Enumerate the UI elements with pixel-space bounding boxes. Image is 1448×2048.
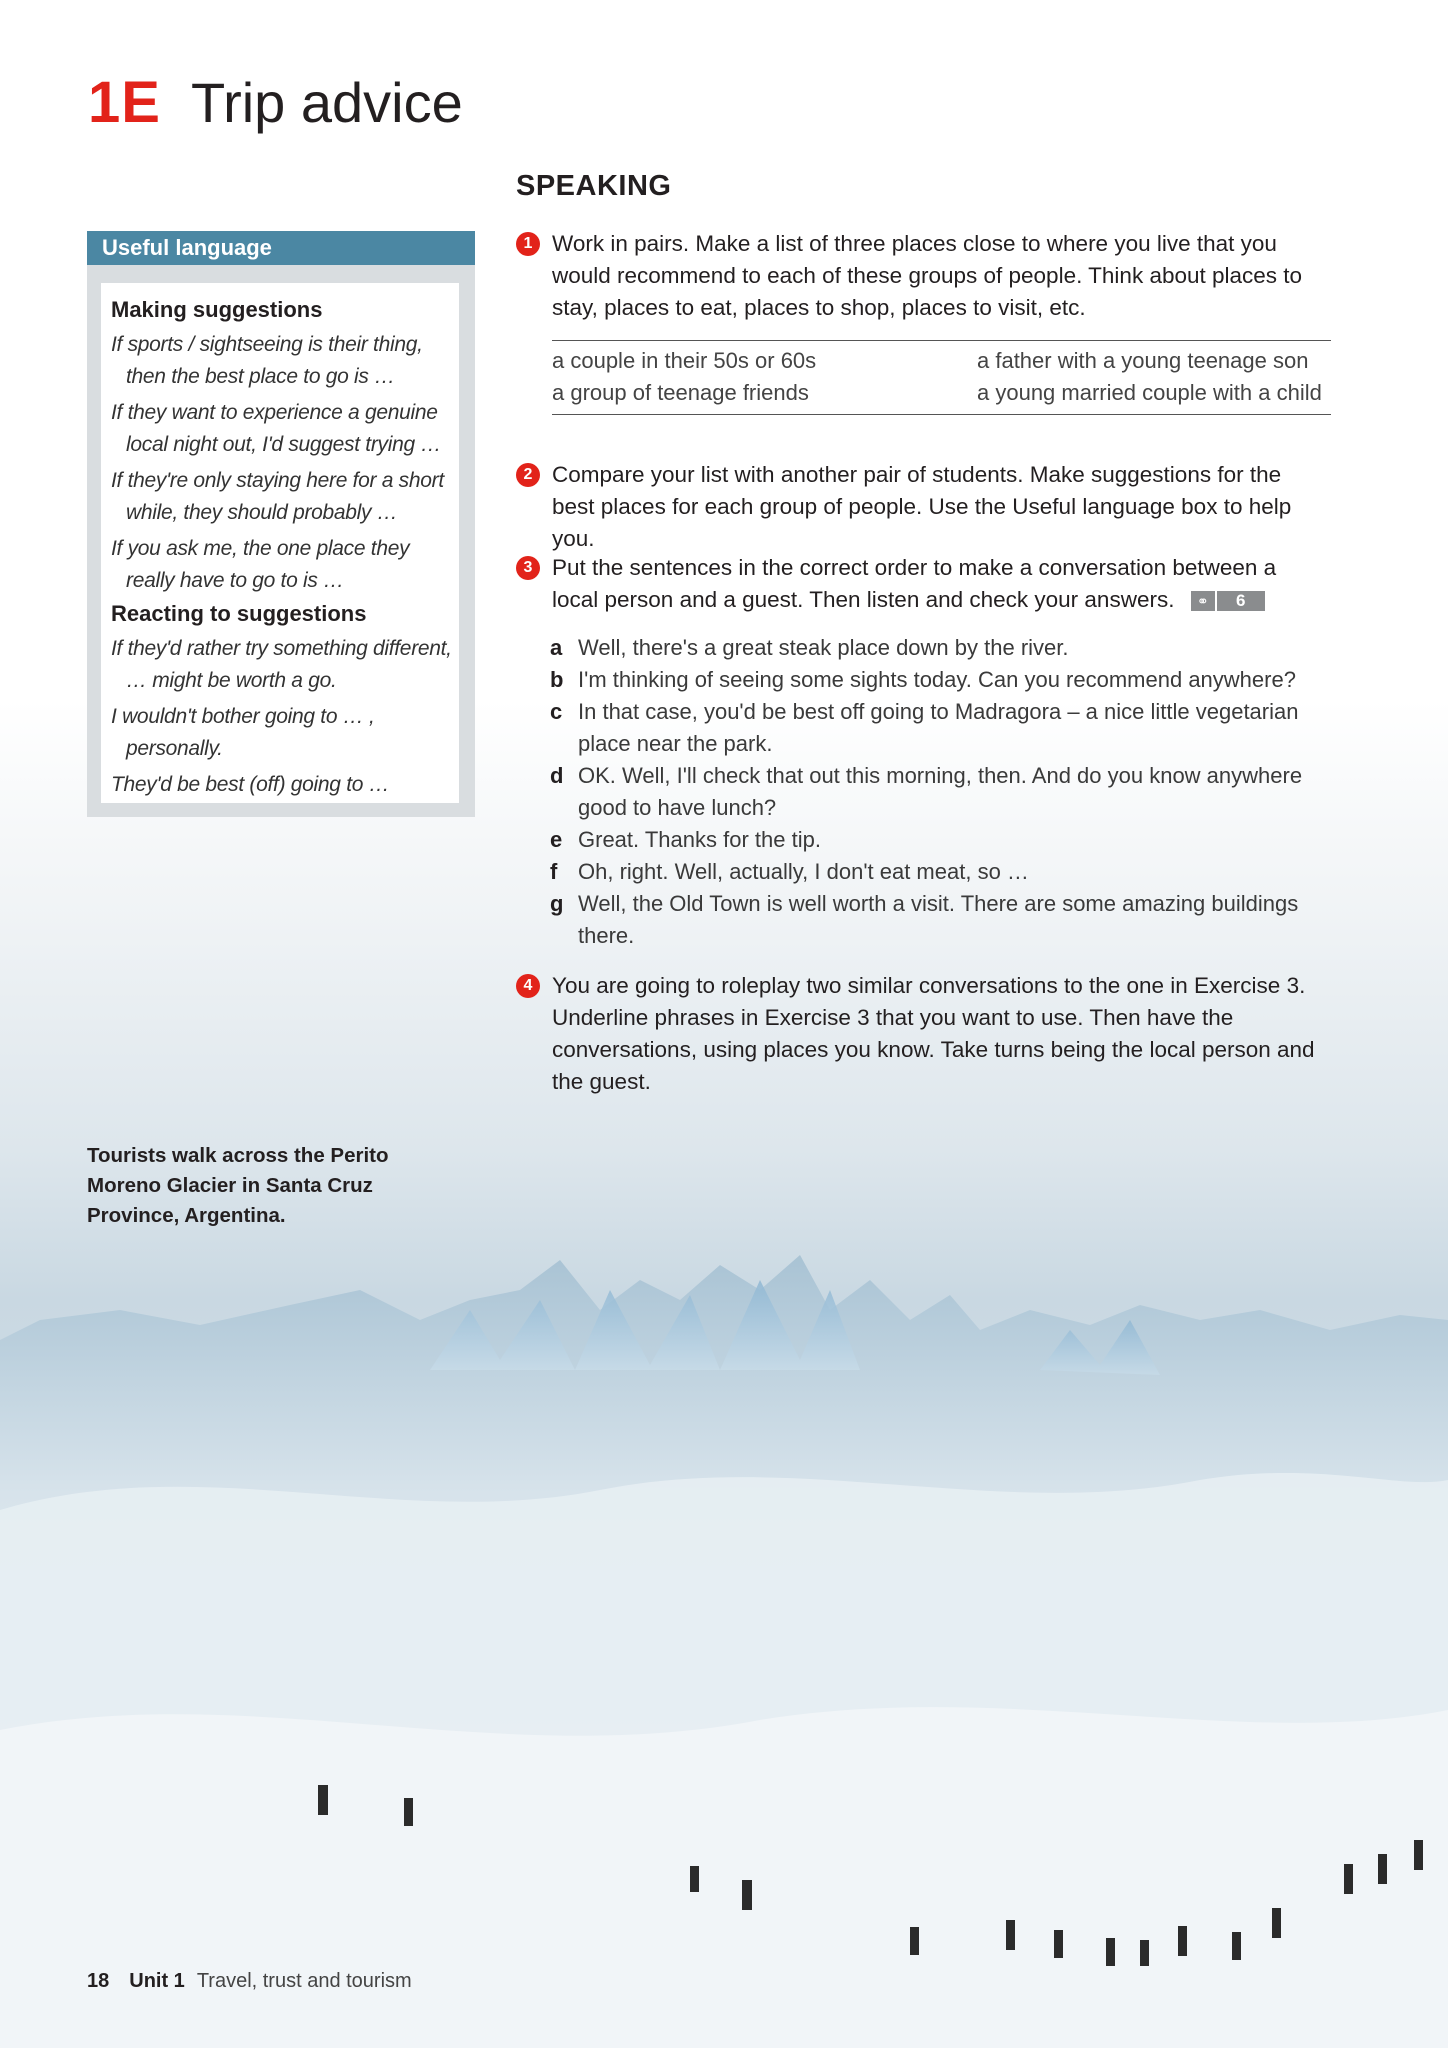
list-item: [550, 664, 1340, 696]
exercise-number: 2: [516, 463, 540, 487]
page-title: Trip advice: [190, 70, 463, 134]
sentence-text: Well, the Old Town is well worth a visit. There are some amazing buildings there.: [578, 891, 1299, 948]
exercise-3-text: Put the sentences in the correct order to make a conversation between a local person and a guest. Then listen and check your answers.: [552, 555, 1277, 612]
exercise-2: [516, 459, 1336, 555]
list-item: [550, 824, 1340, 856]
sentence-text: I'm thinking of seeing some sights today. Can you recommend anywhere?: [578, 667, 1296, 692]
exercise-3: [516, 552, 1336, 616]
sentence-text: In that case, you'd be best off going to Madragora – a nice little vegetarian place near the park.: [578, 699, 1299, 756]
sentence-letter: f: [550, 859, 558, 884]
phrase-item: They'd be best (off) going to …: [111, 773, 390, 796]
sentence-letter: e: [550, 827, 563, 852]
group-item: a group of teenage friends: [552, 380, 809, 405]
section-title-making-suggestions: Making suggestions: [111, 297, 323, 322]
unit-code: 1E: [88, 69, 161, 135]
useful-language-content: [101, 283, 459, 803]
sentence-letter: d: [550, 763, 564, 788]
exercise-text: [552, 552, 1328, 616]
exercise-text: You are going to roleplay two similar conversations to the one in Exercise 3. Underline phrases in Exercise 3 that you want to use. Then have the conversations, using places you know. Take turns being the local person and the guest.: [552, 973, 1315, 1094]
phrase-item: If they want to experience a genuine local night out, I'd suggest trying …: [111, 401, 442, 456]
exercise-text: Compare your list with another pair of students. Make suggestions for the best places for each group of people. Use the Useful language box to help you.: [552, 462, 1292, 551]
list-item: [550, 760, 1340, 824]
page-header: [88, 62, 463, 142]
phrase-item: I wouldn't bother going to … , personally.: [111, 705, 375, 760]
section-title-reacting: Reacting to suggestions: [111, 601, 367, 626]
group-item: a father with a young teenage son: [977, 348, 1309, 373]
sentence-text: Oh, right. Well, actually, I don't eat meat, so …: [578, 859, 1029, 884]
list-item: [550, 856, 1340, 888]
useful-language-heading: Useful language: [87, 231, 475, 265]
sentence-text: Great. Thanks for the tip.: [578, 827, 821, 852]
phrase-item: If they're only staying here for a short while, they should probably …: [111, 469, 444, 524]
phrase-item: If you ask me, the one place they really have to go to is …: [111, 537, 410, 592]
sentence-letter: c: [550, 699, 563, 724]
photo-caption: Tourists walk across the Perito Moreno Glacier in Santa Cruz Province, Argentina.: [87, 1144, 389, 1227]
exercise-4: [516, 970, 1336, 1098]
audio-track-button[interactable]: [1191, 591, 1265, 611]
sentence-letter: b: [550, 667, 564, 692]
exercise-number: 4: [516, 974, 540, 998]
exercise-number: 3: [516, 556, 540, 580]
group-item: a couple in their 50s or 60s: [552, 348, 817, 373]
unit-label: Unit 1: [129, 1970, 185, 1992]
glacier-photo: [0, 1250, 1448, 2048]
list-item: [550, 696, 1340, 760]
phrase-item: If sports / sightseeing is their thing, then the best place to go is …: [111, 333, 423, 388]
groups-list: [552, 340, 1331, 415]
sentence-letter: g: [550, 891, 564, 916]
useful-language-box: [87, 231, 475, 817]
phrase-item: If they'd rather try something different, … might be worth a go.: [111, 637, 452, 692]
sentences-list: [550, 632, 1340, 952]
sentence-text: Well, there's a great steak place down by the river.: [578, 635, 1069, 660]
exercise-1: [516, 228, 1336, 324]
page-number: 18: [87, 1970, 110, 1992]
exercise-number: 1: [516, 232, 540, 256]
group-item: a young married couple with a child: [977, 380, 1322, 405]
list-item: [550, 632, 1340, 664]
sentence-text: OK. Well, I'll check that out this morning, then. And do you know anywhere good to have lunch?: [578, 763, 1303, 820]
headphones-icon: ⚭: [1191, 591, 1215, 611]
speaking-heading: SPEAKING: [516, 170, 672, 202]
exercise-text: Work in pairs. Make a list of three places close to where you live that you would recommend to each of these groups of people. Think about places to stay, places to eat, places to shop, places to visit, etc.: [552, 231, 1303, 320]
page-footer: [87, 1970, 412, 1993]
unit-name: Travel, trust and tourism: [196, 1970, 412, 1992]
audio-track-number: 6: [1217, 591, 1265, 611]
list-item: [550, 888, 1340, 952]
sentence-letter: a: [550, 635, 563, 660]
